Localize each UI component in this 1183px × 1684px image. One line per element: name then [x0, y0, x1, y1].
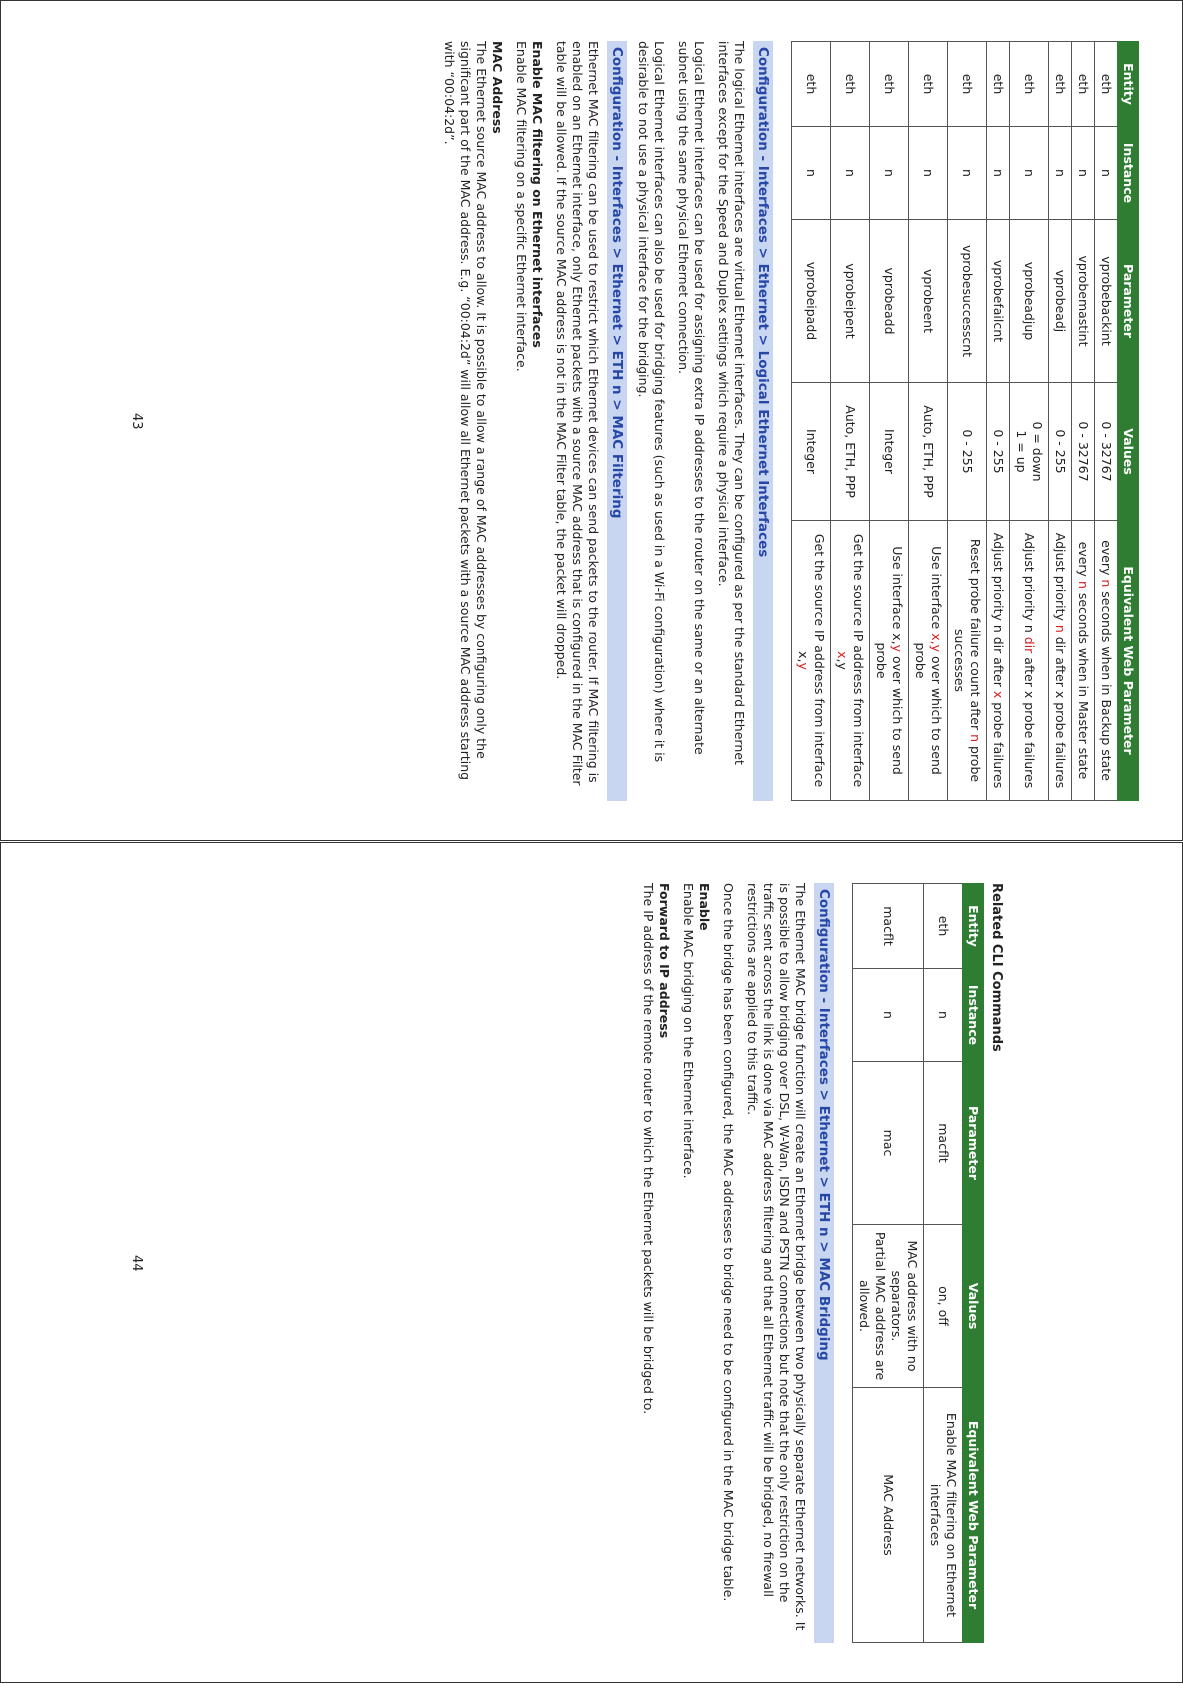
cell-parameter: macflt [924, 1062, 963, 1225]
cell-values: Integer [870, 383, 909, 521]
cell-parameter: vprobeadj [1049, 220, 1072, 383]
web-highlight: y [796, 662, 811, 670]
page-43 [1, 1, 1183, 842]
cell-web-parameter [987, 521, 1010, 801]
paragraph: Enable MAC filtering on a specific Ethernet interface. [514, 41, 529, 372]
web-text: over which to send probe [874, 642, 905, 775]
cell-entity: eth [792, 42, 831, 127]
col-values: Values [963, 1225, 984, 1388]
web-text: seconds when in Backup state [1099, 587, 1114, 781]
col-web-parameter: Equivalent Web Parameter [963, 1388, 984, 1643]
table-row [909, 42, 948, 801]
cell-values: 0 = down 1 = up [1010, 383, 1049, 521]
page-number: 43 [129, 413, 144, 430]
col-parameter: Parameter [963, 1062, 984, 1225]
table-row [831, 42, 870, 801]
web-text: Get the source IP address from interface x, [796, 533, 827, 788]
page-43-sheet [0, 0, 1183, 841]
col-values: Values [1118, 383, 1139, 521]
cell-entity: eth [1095, 42, 1118, 127]
cell-values: MAC address with no separators. Partial MAC address are allowed. [853, 1225, 924, 1388]
web-text: over which to send probe [913, 642, 944, 775]
table-row [792, 42, 831, 801]
web-highlight: y [890, 644, 905, 653]
web-text: Adjust priority n dir after [991, 532, 1006, 691]
cell-entity: macflt [853, 884, 924, 969]
cell-entity: eth [987, 42, 1010, 127]
col-instance: Instance [1118, 127, 1139, 220]
cell-parameter: vprobeadd [870, 220, 909, 383]
web-highlight: dir [1022, 636, 1037, 654]
page-number: 44 [129, 1255, 144, 1272]
cell-parameter: vprobesuccesscnt [948, 220, 987, 383]
col-instance: Instance [963, 969, 984, 1062]
page-43-content [433, 41, 1139, 801]
cell-web-parameter [948, 521, 987, 801]
web-text: probe successes [952, 628, 983, 783]
cell-parameter: vprobeent [909, 220, 948, 383]
cell-instance: n [909, 127, 948, 220]
table-row [1049, 42, 1072, 801]
web-text: seconds when in Master state [1076, 588, 1091, 780]
web-text: Reset probe failure count after [968, 538, 983, 735]
cell-values: Auto, ETH, PPP [909, 383, 948, 521]
paragraph: The IP address of the remote router to which the Ethernet packets will be bridged to. [641, 883, 656, 1415]
cell-instance: n [987, 127, 1010, 220]
cell-values: on, off [924, 1225, 963, 1388]
table-row [1010, 42, 1049, 801]
cell-instance: n [948, 127, 987, 220]
cell-values: Auto, ETH, PPP [831, 383, 870, 521]
web-text: Get the source IP address from interface [851, 533, 866, 788]
col-entity: Entity [963, 884, 984, 969]
cell-parameter: vprobebackint [1095, 220, 1118, 383]
cell-entity: eth [870, 42, 909, 127]
paragraph: Logical Ethernet interfaces can be used for assigning extra IP addresses to the router on the same or an alternate subnet using the same physical Ethernet connection. [676, 41, 707, 755]
paragraph: Enable MAC bridging on the Ethernet interface. [681, 883, 696, 1179]
web-text: every [1099, 540, 1114, 580]
cli-parameter-table [791, 41, 1139, 801]
field-heading-enable: Enable MAC filtering on Ethernet interfaces [530, 41, 545, 348]
paragraph: The logical Ethernet interfaces are virtual Ethernet interfaces. They can be configured as per the standard Ethernet interfaces except for the Speed and Duplex settings which require a physical interface. [716, 41, 747, 765]
cell-parameter: mac [853, 1062, 924, 1225]
cell-parameter: vprobemastint [1072, 220, 1095, 383]
cell-entity: eth [924, 884, 963, 969]
web-highlight: n [1053, 624, 1068, 633]
table-row [870, 42, 909, 801]
table-row [987, 42, 1010, 801]
paragraph: Logical Ethernet interfaces can also be used for bridging features (such as used in a Wi-Fi configuration) where it is desirable to not use a physical interface for the bridging. [636, 41, 667, 763]
section-mac-filtering-heading: Configuration - Interfaces > Ethernet > ETH n > MAC Filtering [607, 41, 627, 801]
cell-values: Integer [792, 383, 831, 521]
cell-instance: n [1049, 127, 1072, 220]
cell-values: 0 - 255 [987, 383, 1010, 521]
cell-instance: n [792, 127, 831, 220]
paragraph: The Ethernet source MAC address to allow. It is possible to allow a range of MAC addresses by configuring only the significant part of the MAC address. E.g. “00:04:2d” will allow all Ethernet packets with a source MAC address starting with “00:04:2d”. [442, 41, 489, 781]
cell-web-parameter [909, 521, 948, 801]
cell-web-parameter [831, 521, 870, 801]
page-44-sheet [0, 842, 1183, 1683]
cell-web-parameter [792, 521, 831, 801]
web-text: Use interface x, [890, 546, 905, 645]
cell-instance: n [1095, 127, 1118, 220]
table-row [948, 42, 987, 801]
section-logical-ethernet-heading: Configuration - Interfaces > Ethernet > Logical Ethernet Interfaces [753, 41, 773, 801]
web-text: after x probe failures [1022, 653, 1037, 789]
col-web-parameter: Equivalent Web Parameter [1118, 521, 1139, 801]
table-row [853, 884, 924, 1643]
cell-instance: n [1010, 127, 1049, 220]
field-heading-forward: Forward to IP address [657, 883, 672, 1039]
paragraph: Ethernet MAC filtering can be used to restrict which Ethernet devices can send packets to the router. If MAC filtering is enabled on an Ethernet interface, only Ethernet packets with a source MAC address that is configured in the MAC Filter table will be allowed. If the source MAC address is not in the MAC Filter table, the packet will dropped. [554, 41, 601, 786]
web-text: Adjust priority [1053, 532, 1068, 625]
cell-entity: eth [831, 42, 870, 127]
web-text: probe failures [991, 698, 1006, 789]
cell-web-parameter [1010, 521, 1049, 801]
cell-instance: n [924, 969, 963, 1062]
table-row [1072, 42, 1095, 801]
cell-web-parameter: MAC Address [853, 1388, 924, 1643]
cell-entity: eth [948, 42, 987, 127]
web-text: ,y [835, 658, 850, 670]
web-highlight: n [1099, 579, 1114, 588]
cell-values: 0 - 255 [948, 383, 987, 521]
page-44-content [632, 883, 1004, 1643]
web-text: dir after x probe failures [1053, 632, 1068, 789]
table-row [924, 884, 963, 1643]
table-header-row [1118, 42, 1139, 801]
cell-values: 0 - 32767 [1072, 383, 1095, 521]
col-parameter: Parameter [1118, 220, 1139, 383]
table-header-row [963, 884, 984, 1643]
cell-web-parameter [1049, 521, 1072, 801]
table-row [1095, 42, 1118, 801]
paragraph: Once the bridge has been configured, the MAC addresses to bridge need to be configured in the MAC bridge table. [721, 883, 736, 1602]
cell-parameter: vprobeipadd [792, 220, 831, 383]
page-44 [1, 843, 1183, 1684]
cell-instance: n [853, 969, 924, 1062]
section-mac-bridging-heading: Configuration - Interfaces > Ethernet > ETH n > MAC Bridging [814, 883, 834, 1643]
web-highlight: x [835, 651, 850, 659]
field-heading-enable: Enable [697, 883, 712, 931]
cell-values: 0 - 32767 [1095, 383, 1118, 521]
cell-entity: eth [1010, 42, 1049, 127]
cell-entity: eth [909, 42, 948, 127]
cli-commands-heading: Related CLI Commands [989, 883, 1004, 1052]
cli-parameter-table [852, 883, 984, 1643]
cell-instance: n [870, 127, 909, 220]
paragraph: The Ethernet MAC bridge function will create an Ethernet bridge between two physically separate Ethernet networks. It is possible to allow bridging over DSL, W-Wan, ISDN and PSTN connections but note that the only restriction on the traffic sent across the link is done via MAC address filtering and that all Ethernet traffic will be bridged, no firewall restrictions are applied to this traffic. [745, 883, 808, 1631]
cell-values: 0 - 255 [1049, 383, 1072, 521]
web-highlight: x,y [929, 633, 944, 653]
web-highlight: n [1076, 580, 1091, 589]
cell-parameter: vprobeipent [831, 220, 870, 383]
web-text: Use interface [929, 546, 944, 634]
cell-instance: n [1072, 127, 1095, 220]
cell-web-parameter [1095, 521, 1118, 801]
cell-instance: n [831, 127, 870, 220]
web-highlight: x [991, 690, 1006, 699]
cell-web-parameter [1072, 521, 1095, 801]
web-text: Adjust priority n [1022, 532, 1037, 637]
cell-web-parameter [870, 521, 909, 801]
cell-web-parameter: Enable MAC filtering on Ethernet interfaces [924, 1388, 963, 1643]
col-entity: Entity [1118, 42, 1139, 127]
cell-entity: eth [1072, 42, 1095, 127]
cell-entity: eth [1049, 42, 1072, 127]
web-highlight: n [968, 734, 983, 743]
field-heading-mac: MAC Address [490, 41, 505, 134]
cell-parameter: vprobefailcnt [987, 220, 1010, 383]
cell-parameter: vprobeadjup [1010, 220, 1049, 383]
web-text: every [1076, 541, 1091, 581]
